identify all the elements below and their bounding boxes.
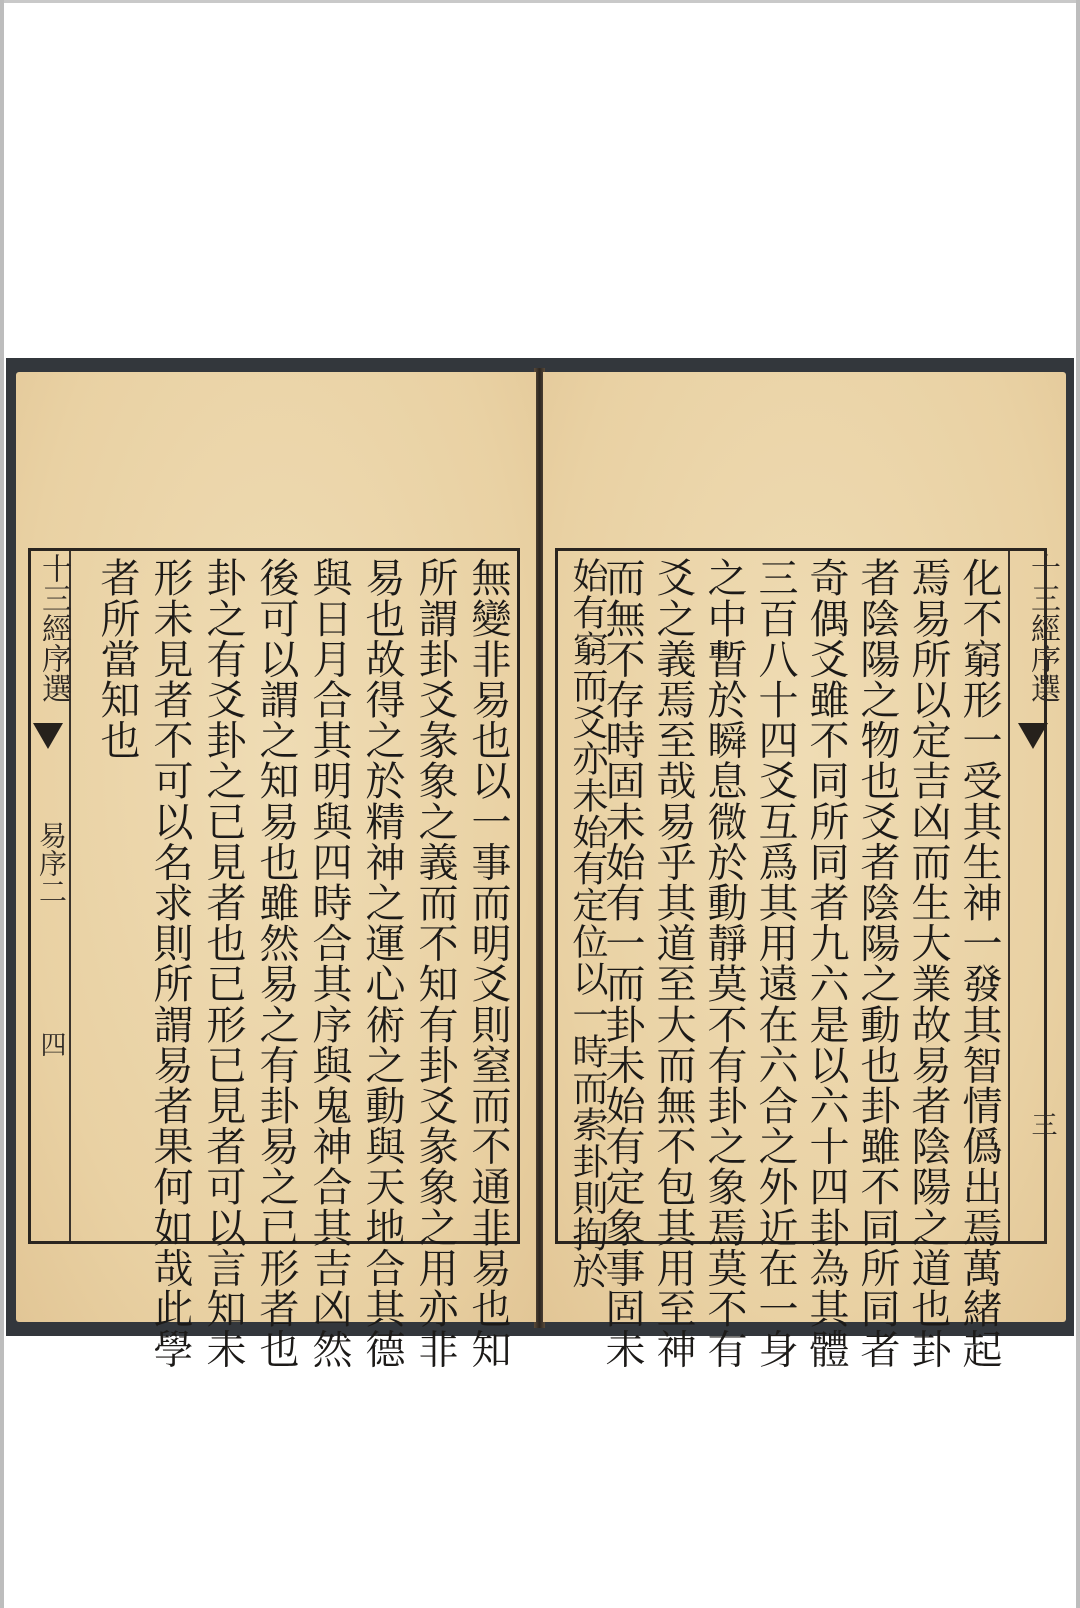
fish-tail-mark (1018, 723, 1048, 749)
fish-tail-mark (33, 723, 63, 749)
right-text-frame (555, 548, 1060, 1369)
page-number: 四 (36, 1031, 66, 1057)
text-column: 焉易所以定吉凶而生大業故易者陰陽之道也卦 (905, 557, 951, 1369)
text-column: 三百八十四爻互爲其用遠在六合之外近在一身 (752, 557, 798, 1369)
book-scan (6, 358, 1074, 1369)
left-text-frame (28, 548, 520, 1369)
text-column: 後可以謂之知易也雖然易之有卦易之已形者也 (253, 557, 299, 1369)
margin-title: 十三經序選 (1025, 553, 1060, 703)
text-column: 易也故得之於精神之運心術之動與天地合其德 (359, 557, 405, 1369)
text-column: 者陰陽之物也爻者陰陽之動也卦雖不同所同者 (854, 557, 900, 1369)
text-column: 之中暫於瞬息微於動靜莫不有卦之象焉莫不有 (701, 557, 747, 1369)
text-column: 始有窮而爻亦未始有定位以一時而索卦則拘於 (567, 557, 608, 1289)
viewer-right-edge (1076, 0, 1080, 1608)
text-column: 化不窮形一受其生神一發其智情僞出焉萬緒起 (956, 557, 1002, 1369)
text-column: 形未見者不可以名求則所謂易者果何如哉此學 (147, 557, 193, 1369)
text-column: 所謂卦爻彖象之義而不知有卦爻彖象之用亦非 (412, 557, 458, 1369)
left-center-strip (25, 551, 71, 1241)
section-label: 易序二 (35, 821, 68, 905)
left-page (16, 372, 536, 1369)
page-number: 三 (1027, 1111, 1057, 1137)
right-center-strip (1012, 551, 1060, 1241)
viewer-left-edge (0, 0, 4, 1608)
margin-title: 十三經序選 (36, 553, 71, 703)
text-column: 無變非易也以一事而明爻則窒而不通非易也知 (465, 557, 511, 1369)
text-column: 者所當知也 (94, 557, 140, 760)
center-strip-rule (1008, 551, 1010, 1241)
right-page (543, 372, 1066, 1369)
viewer-top-edge (0, 0, 1080, 3)
text-column: 爻之義焉至哉易乎其道至大而無不包其用至神 (650, 557, 696, 1369)
text-column: 與日月合其明與四時合其序與鬼神合其吉凶然 (306, 557, 352, 1369)
text-column: 而無不存時固未始有一而卦未始有定象事固未 (599, 557, 645, 1369)
text-column: 奇偶爻雖不同所同者九六是以六十四卦為其體 (803, 557, 849, 1369)
text-column: 卦之有爻卦之已見者也已形已見者可以言知未 (200, 557, 246, 1369)
